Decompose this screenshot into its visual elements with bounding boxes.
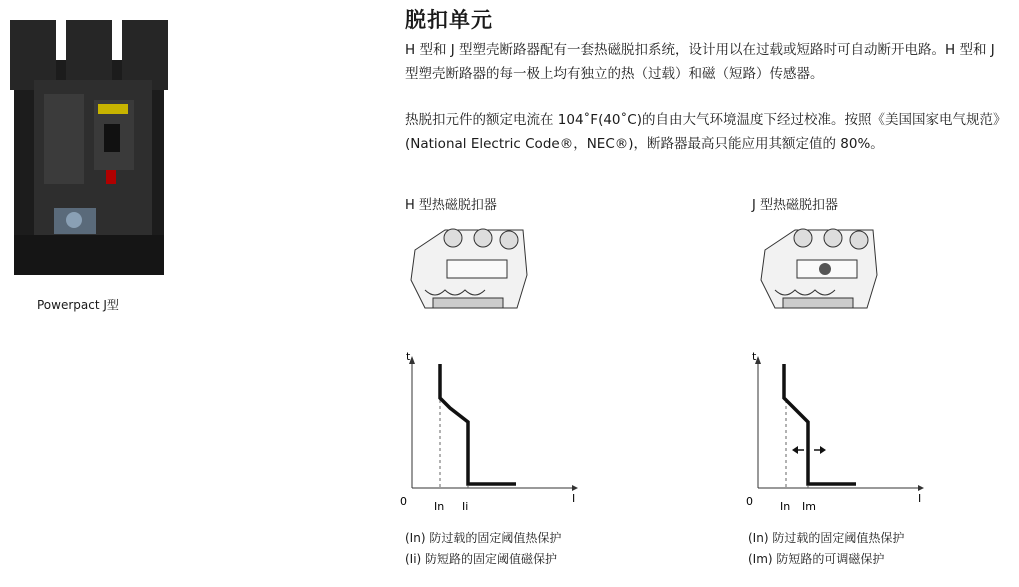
h-origin-label: 0: [400, 495, 407, 508]
h-curve: [440, 364, 516, 484]
j-y-label: t: [752, 350, 757, 363]
h-tick-ii: Ii: [462, 500, 469, 513]
h-legend: [405, 528, 561, 570]
breaker-photo: [10, 20, 172, 282]
h-x-label: I: [572, 492, 576, 505]
calibration-paragraph: 热脱扣元件的额定电流在 104˚F(40˚C)的自由大气环境温度下经过校准。按照《美国国家电气规范》(National Electric Code®，NEC®)，断路器最高只能应用其额定值的 80%。: [405, 112, 1007, 152]
j-tick-in: In: [780, 500, 791, 513]
j-tick-im: Im: [802, 500, 816, 513]
h-trip-unit-image: [405, 220, 535, 320]
h-trip-curve-chart: [400, 350, 590, 520]
h-unit-heading: H 型热磁脱扣器: [405, 198, 497, 213]
h-legend-2: (Ii) 防短路的固定阈值磁保护: [405, 552, 558, 566]
h-tick-in: In: [434, 500, 445, 513]
j-unit-heading: J 型热磁脱扣器: [752, 198, 838, 213]
j-legend: [748, 528, 904, 570]
h-y-label: t: [406, 350, 411, 363]
page-title: 脱扣单元: [405, 8, 493, 32]
j-curve: [784, 364, 856, 484]
j-x-label: I: [918, 492, 922, 505]
j-trip-unit-image: [755, 220, 885, 320]
h-legend-1: (In) 防过载的固定阈值热保护: [405, 531, 562, 545]
j-legend-2: (Im) 防短路的可调磁保护: [748, 552, 885, 566]
j-origin-label: 0: [746, 495, 753, 508]
product-caption: Powerpact J型: [37, 298, 119, 312]
j-trip-curve-chart: [746, 350, 936, 520]
j-legend-1: (In) 防过载的固定阈值热保护: [748, 531, 905, 545]
intro-paragraph: H 型和 J 型塑壳断路器配有一套热磁脱扣系统，设计用以在过载或短路时可自动断开电路。H 型和 J 型塑壳断路器的每一极上均有独立的热（过载）和磁（短路）传感器。: [405, 42, 995, 82]
